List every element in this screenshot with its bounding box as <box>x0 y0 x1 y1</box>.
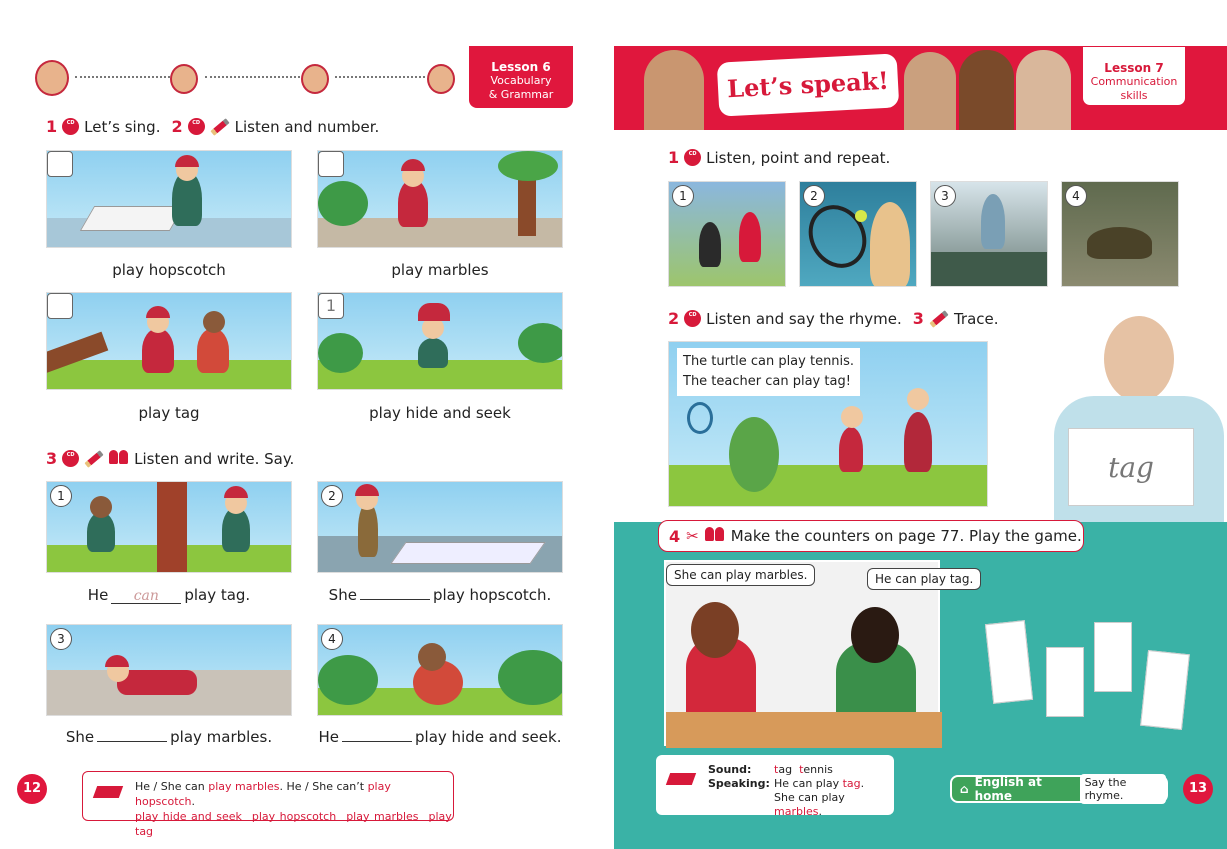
number-badge: 2 <box>803 185 825 207</box>
picture-tag[interactable] <box>46 292 292 390</box>
right-page <box>614 0 1227 849</box>
cd-icon[interactable]: CD <box>188 118 205 135</box>
rhyme-text: The turtle can play tennis. The teacher can play tag! <box>677 348 860 396</box>
number-badge: 1 <box>672 185 694 207</box>
answer-blank[interactable] <box>342 741 412 742</box>
page-number: 12 <box>17 774 47 804</box>
number-box[interactable] <box>47 293 73 319</box>
child-photo <box>904 52 956 130</box>
mascot-icon <box>301 64 329 94</box>
graduation-cap-icon <box>666 773 696 785</box>
speech-bubble-2: He can play tag. <box>867 568 981 590</box>
caption: play hopscotch <box>112 261 226 279</box>
game-section <box>614 522 1227 849</box>
caption: play marbles <box>391 261 489 279</box>
exercise-2-3-instruction: 2 CD Listen and say the rhyme. 3 Trace. <box>668 309 999 328</box>
answer-blank[interactable]: can <box>111 589 181 604</box>
grammar-box: He / She can play marbles. He / She can’t play hopscotch. play hide and seek play hopscotch play marbles play tag <box>82 771 454 821</box>
exercise-4-instruction: 4 ✂ Make the counters on page 77. Play the game. <box>658 520 1084 552</box>
cd-icon[interactable]: CD <box>62 118 79 135</box>
pencil-icon <box>929 310 948 327</box>
house-icon: ⌂ <box>960 782 969 796</box>
mascot-icon <box>35 60 69 96</box>
cd-icon[interactable]: CD <box>684 149 701 166</box>
mascot-trail <box>35 60 455 100</box>
picture-marbles[interactable] <box>317 150 563 248</box>
child-photo <box>1016 50 1071 130</box>
turtle-illustration <box>729 417 779 492</box>
page-number: 13 <box>1183 774 1213 804</box>
cd-icon[interactable]: CD <box>62 450 79 467</box>
photo-classroom[interactable] <box>930 181 1048 287</box>
pair-work-icon <box>109 450 129 468</box>
sentence-1: He can play tag. <box>87 586 251 604</box>
sentence-3: She play marbles. <box>65 728 273 746</box>
banner <box>614 46 1227 130</box>
photo-tennis[interactable] <box>799 181 917 287</box>
number-badge: 3 <box>934 185 956 207</box>
rhyme-picture <box>668 341 988 507</box>
sentence-picture-4 <box>317 624 563 716</box>
sentence-picture-1 <box>46 481 292 573</box>
lesson-badge: Lesson 6 Vocabulary & Grammar <box>469 46 573 108</box>
child-photo <box>644 50 704 130</box>
number-box[interactable] <box>318 151 344 177</box>
number-badge: 4 <box>321 628 343 650</box>
photo-playing-tag[interactable] <box>668 181 786 287</box>
scissors-icon: ✂ <box>686 527 699 545</box>
sentence-picture-2 <box>317 481 563 573</box>
graduation-cap-icon <box>93 786 123 798</box>
pair-work-icon <box>705 527 725 545</box>
number-badge: 2 <box>321 485 343 507</box>
number-box[interactable] <box>47 151 73 177</box>
exercise-1-instruction: 1 CD Listen, point and repeat. <box>668 148 891 167</box>
sentence-2: She play hopscotch. <box>328 586 552 604</box>
caption: play hide and seek <box>369 404 511 422</box>
lesson-badge: Lesson 7 Communication skills <box>1082 46 1186 106</box>
answer-blank[interactable] <box>97 741 167 742</box>
tennis-racket-icon <box>687 402 713 434</box>
picture-hopscotch[interactable] <box>46 150 292 248</box>
picture-hide-and-seek[interactable] <box>317 292 563 390</box>
girl-photo <box>1054 306 1227 526</box>
pencil-icon <box>85 450 104 467</box>
photo-turtle[interactable] <box>1061 181 1179 287</box>
mascot-icon <box>427 64 455 94</box>
english-at-home: ⌂ English at home Say the rhyme. <box>950 775 1168 803</box>
exercise-1-2-instruction: 1 CD Let’s sing. 2 CD Listen and number. <box>46 117 380 136</box>
answer-blank[interactable] <box>360 599 430 600</box>
mascot-icon <box>170 64 198 94</box>
banner-title: Let’s speak! <box>717 53 900 116</box>
caption: play tag <box>138 404 200 422</box>
cd-icon[interactable]: CD <box>684 310 701 327</box>
number-badge: 4 <box>1065 185 1087 207</box>
language-box: Sound: tag tennis Speaking: He can play tag. She can play marbles. <box>656 755 894 815</box>
number-badge: 3 <box>50 628 72 650</box>
sentence-picture-3 <box>46 624 292 716</box>
speech-bubble-1: She can play marbles. <box>666 564 815 586</box>
child-photo <box>959 50 1014 130</box>
number-badge: 1 <box>50 485 72 507</box>
exercise-3-instruction: 3 CD Listen and write. Say. <box>46 449 295 468</box>
sentence-4: He play hide and seek. <box>318 728 562 746</box>
counters-photo <box>984 612 1204 752</box>
pencil-icon <box>210 118 229 135</box>
number-box[interactable]: 1 <box>318 293 344 319</box>
trace-card: tag <box>1068 428 1194 506</box>
left-page <box>0 0 612 849</box>
